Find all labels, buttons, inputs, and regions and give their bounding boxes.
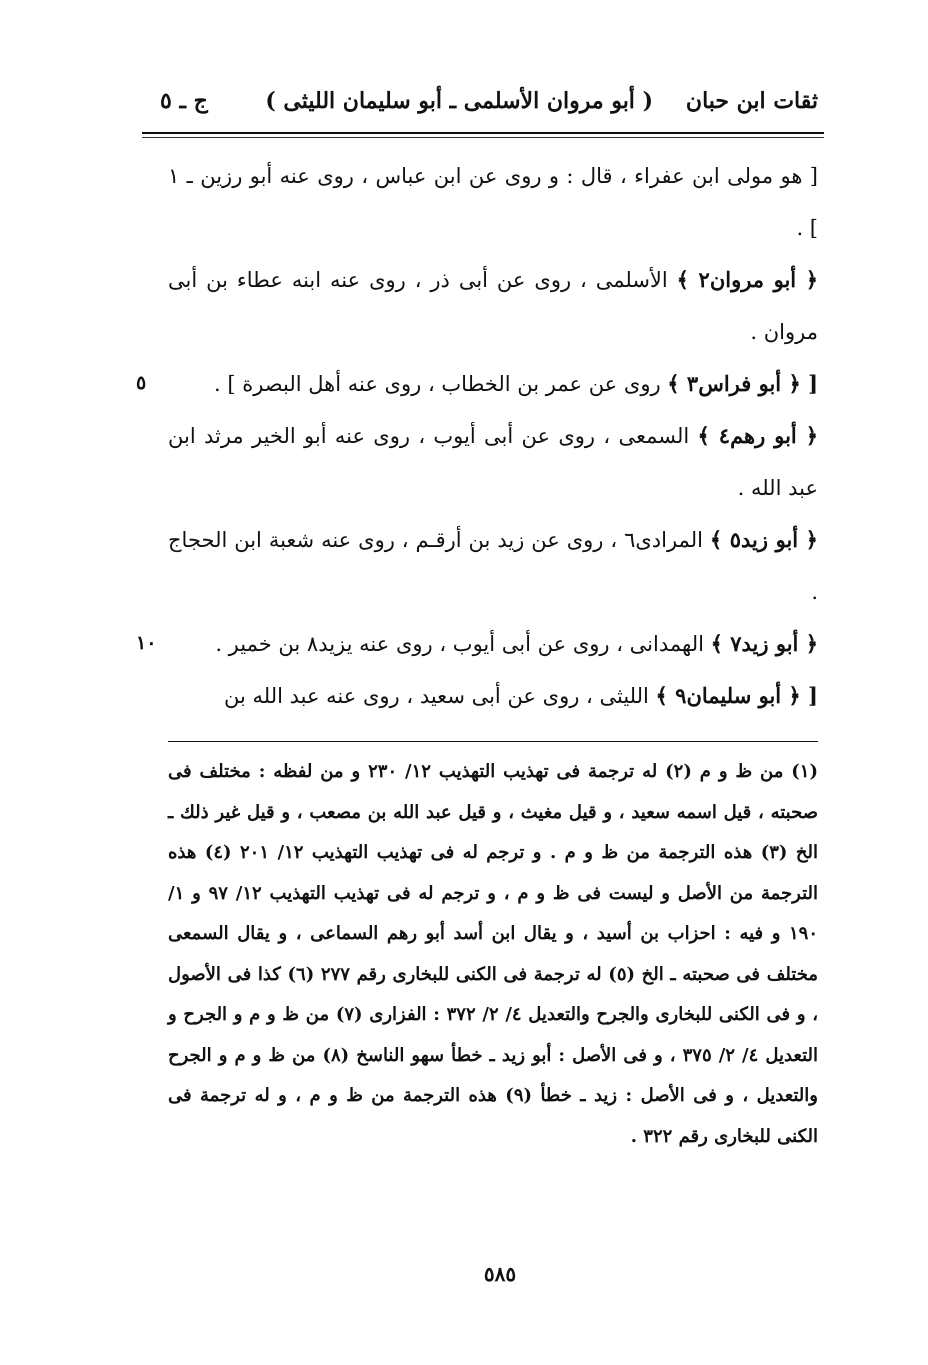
entry-7: [168, 670, 818, 722]
entry-name: ﴿ أبو مروان٢ ﴾: [676, 267, 818, 292]
entry-5: [168, 514, 818, 618]
names-range: ( أبو مروان الأسلمى ـ أبو سليمان الليثى ): [265, 88, 653, 114]
entry-4: [168, 410, 818, 514]
header-rule-thin: [142, 137, 824, 138]
entry-3: [168, 358, 818, 410]
line-number-10: ١٠: [136, 632, 157, 654]
entry-1: [168, 150, 818, 254]
entry-text: روى عن عمر بن الخطاب ، روى عنه أهل البصرة ] .: [214, 372, 668, 396]
main-text: [168, 150, 818, 722]
page-number: ٥٨٥: [483, 1262, 517, 1286]
footnotes-text: (١) من ظ و م (٢) له ترجمة فى تهذيب التهذيب ١٢/ ٢٣٠ و من لفظه : مختلف فى صحبته ، قيل اسمه سعيد ، و قيل مغيث ، و قيل عبد الله بن مصعب ، و قيل غير ذلك ـ الخ (٣) هذه الترجمة من ظ و م . و ترجم له فى تهذيب التهذيب ١٢/ ٢٠١ (٤) هذه الترجمة من الأصل و ليست فى ظ و م ، و ترجم له فى تهذيب التهذيب ١٢/ ٩٧ و ١/ ١٩٠ و فيه : احزاب بن أسيد ، و يقال ابن أسد أبو رهم السماعى ، و يقال السمعى مختلف فى صحبته ـ الخ (٥) له ترجمة فى الكنى للبخارى رقم ٢٧٧ (٦) كذا فى الأصول ، و فى الكنى للبخارى والجرح والتعديل ٤/ ٢/ ٣٧٢ : الفزارى (٧) من ظ و م و الجرح و التعديل ٤/ ٢/ ٣٧٥ ، و فى الأصل : أبو زيد ـ خطأ سهو الناسخ (٨) من ظ و م و الجرح والتعديل ، و فى الأصل : زيد ـ خطأ (٩) هذه الترجمة من ظ و م ، و له ترجمة فى الكنى للبخارى رقم ٣٢٢ .: [168, 761, 819, 1147]
volume-label: ج ـ ٥: [160, 88, 208, 114]
line-number-5: ٥: [136, 372, 147, 394]
footnotes: [168, 752, 818, 1157]
entry-text: السمعى ، روى عن أبى أيوب ، روى عنه أبو الخير مرثد ابن عبد الله .: [168, 424, 818, 500]
entry-6: [168, 618, 818, 670]
entry-name: [ ﴿ أبو سليمان٩ ﴾: [655, 683, 818, 708]
entry-name: ﴿ أبو رهم٤ ﴾: [697, 423, 818, 448]
entry-text: المرادى٦ ، روى عن زيد بن أرقـم ، روى عنه شعبة ابن الحجاج .: [168, 528, 818, 604]
entry-text: [ هو مولى ابن عفراء ، قال : و روى عن ابن عباس ، روى عنه أبو رزين ـ ١ ] .: [168, 164, 818, 240]
entry-name: [ ﴿ أبو فراس٣ ﴾: [667, 371, 818, 396]
book-title: ثقات ابن حبان: [685, 88, 818, 114]
entry-text: الهمدانى ، روى عن أبى أيوب ، روى عنه يزيد٨ بن خمير .: [215, 632, 711, 656]
entry-text: الأسلمى ، روى عن أبى ذر ، روى عنه ابنه عطاء بن أبى مروان .: [168, 268, 818, 344]
entry-name: ﴿ أبو زيد٥ ﴾: [709, 527, 818, 552]
footnote-rule: [168, 741, 818, 742]
header-rule: [142, 132, 824, 134]
entry-text: الليثى ، روى عن أبى سعيد ، روى عنه عبد الله بن: [223, 684, 656, 708]
entry-name: ﴿ أبو زيد٧ ﴾: [710, 631, 818, 656]
entry-2: [168, 254, 818, 358]
page-header: [160, 84, 818, 124]
